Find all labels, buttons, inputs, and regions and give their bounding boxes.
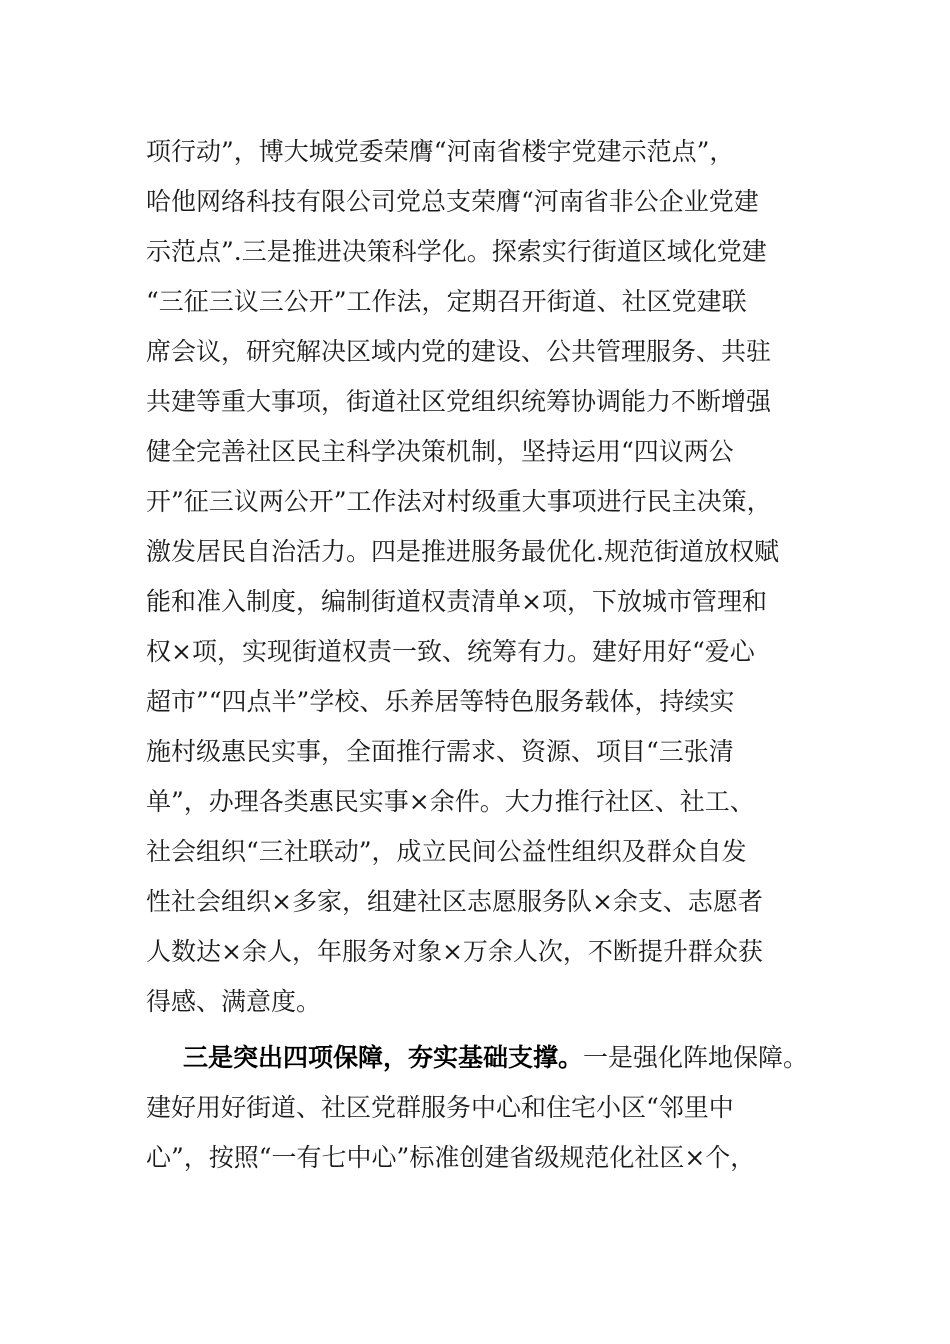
text-line: 单”，办理各类惠民实事×余件。大力推行社区、社工、 — [146, 787, 755, 816]
text-line: 健全完善社区民主科学决策机制，坚持运用“四议两公 — [146, 437, 734, 466]
text-line: 建好用好街道、社区党群服务中心和住宅小区“邻里中 — [146, 1093, 734, 1122]
text-line: 示范点”.三是推进决策科学化。探索实行街道区域化党建 — [146, 237, 767, 266]
paragraph-first-line — [146, 1033, 826, 1083]
text-line: 激发居民自治活力。四是推进服务最优化.规范街道放权赋 — [146, 537, 779, 566]
text-line: 得感、满意度。 — [146, 987, 322, 1016]
section-heading-continuation: 一是强化阵地保障。 — [583, 1043, 809, 1072]
text-line: 共建等重大事项，街道社区党组织统筹协调能力不断增强 — [146, 387, 772, 416]
text-line: 超市”“四点半”学校、乐养居等特色服务载体，持续实 — [146, 687, 735, 716]
text-line: 人数达×余人，年服务对象×万余人次，不断提升群众获 — [146, 937, 763, 966]
text-line: 开”征三议两公开”工作法对村级重大事项进行民主决策， — [146, 487, 772, 516]
text-line: 性社会组织×多家，组建社区志愿服务队×余支、志愿者 — [146, 887, 763, 916]
text-line: 席会议，研究解决区域内党的建设、公共管理服务、共驻 — [146, 337, 772, 366]
section-heading: 三是突出四项保障，夯实基础支撑。 — [183, 1043, 584, 1072]
paragraph-1 — [146, 127, 826, 1027]
text-line: 权×项，实现街道权责一致、统筹有力。建好用好“爱心 — [146, 637, 755, 666]
text-line: 社会组织“三社联动”，成立民间公益性组织及群众自发 — [146, 837, 747, 866]
paragraph-2 — [146, 1033, 826, 1183]
text-line: “三征三议三公开”工作法，定期召开街道、社区党建联 — [146, 287, 747, 316]
text-line: 能和准入制度，编制街道权责清单×项，下放城市管理和 — [146, 587, 767, 616]
text-line: 哈他网络科技有限公司党总支荣膺“河南省非公企业党建 — [146, 187, 759, 216]
text-line: 项行动”，博大城党委荣膺“河南省楼宇党建示范点”， — [146, 137, 735, 166]
text-line: 心”，按照“一有七中心”标准创建省级规范化社区×个， — [146, 1143, 756, 1172]
text-line: 施村级惠民实事，全面推行需求、资源、项目“三张清 — [146, 737, 734, 766]
